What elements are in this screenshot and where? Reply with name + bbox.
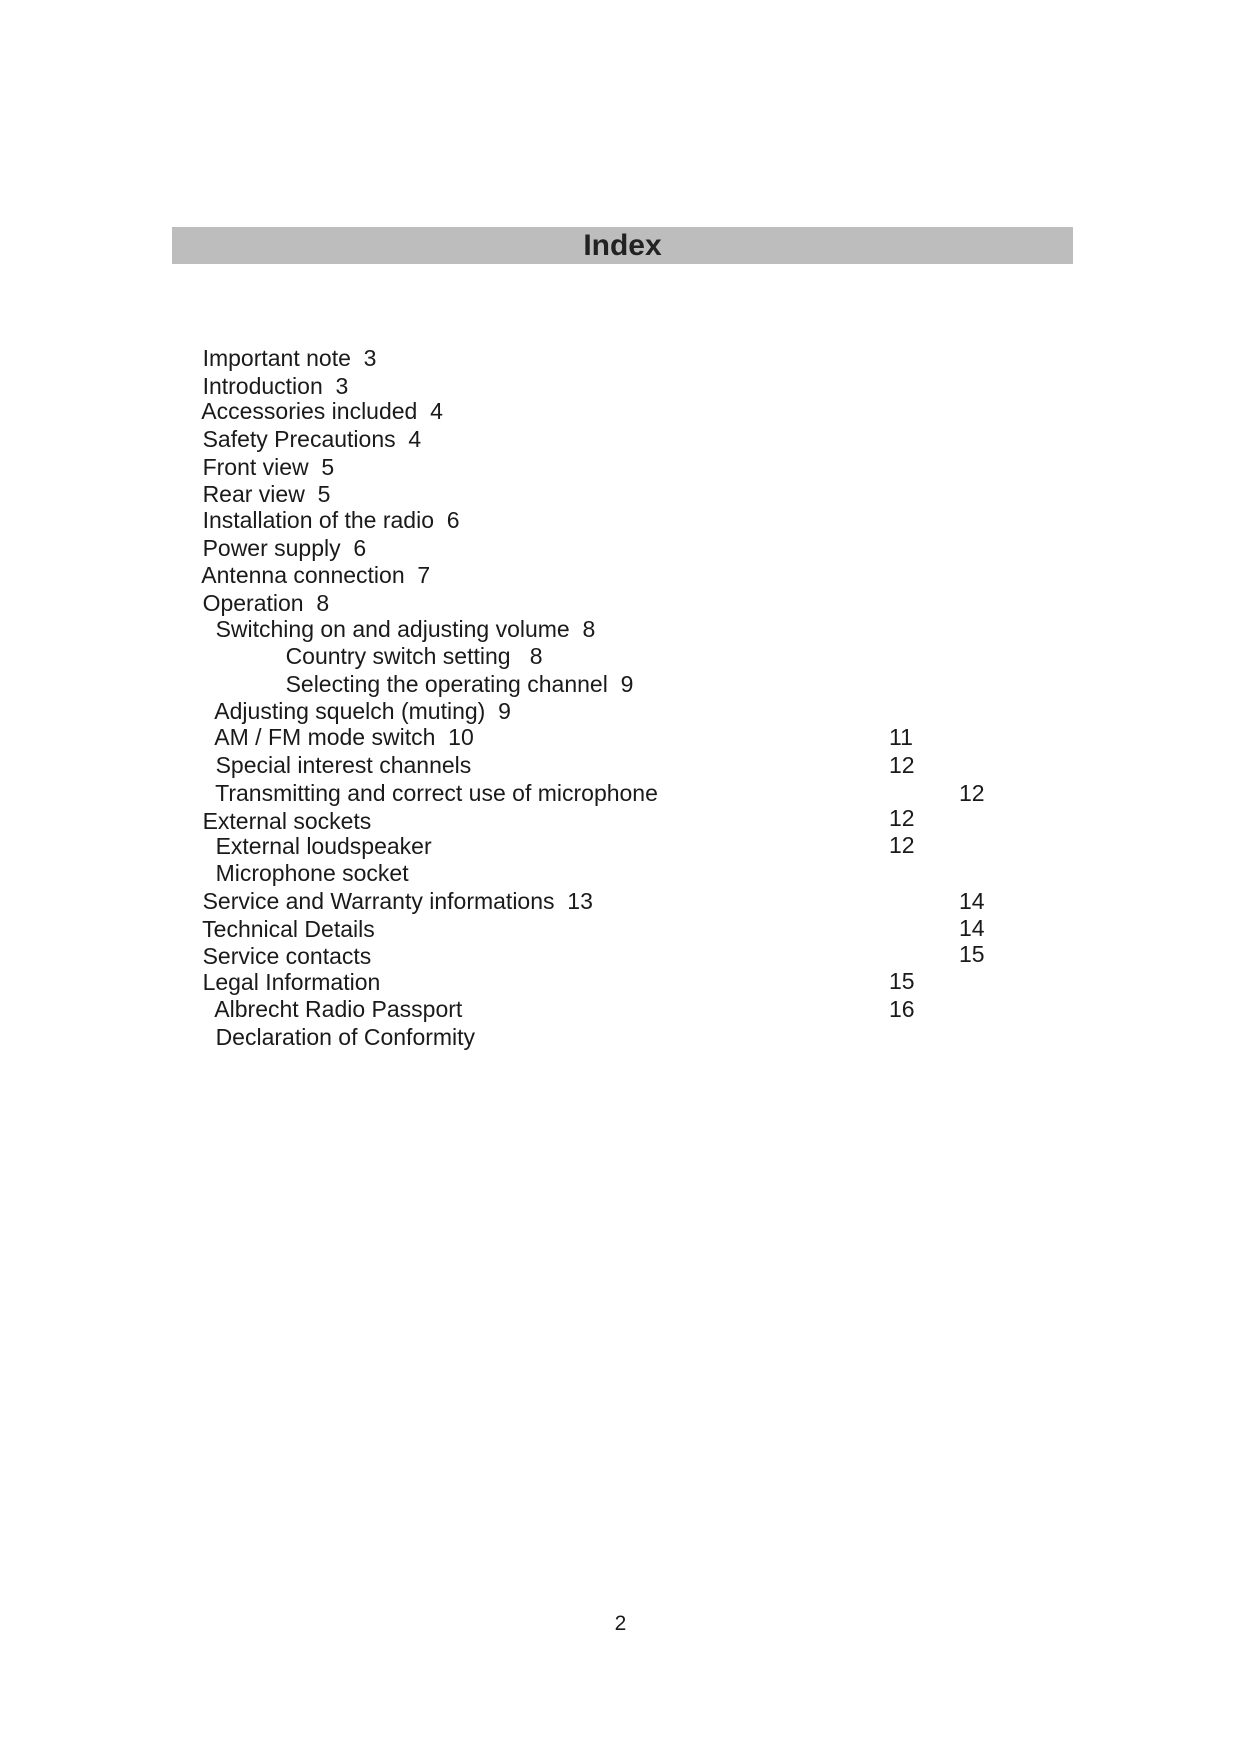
toc-entry-page: 14 — [959, 915, 985, 941]
toc-entry-text: AM / FM mode switch 10 — [214, 724, 474, 750]
toc-entry[interactable] — [177, 452, 331, 507]
toc-entry-page: 16 — [889, 996, 915, 1022]
toc-entry-text: Safety Precautions 4 — [202, 426, 422, 452]
toc-entry-page: 12 — [889, 832, 915, 858]
toc-entry[interactable] — [177, 344, 349, 399]
toc-entry-text: Service and Warranty informations 13 — [202, 888, 593, 914]
toc-entry-text: Legal Information — [202, 969, 381, 995]
toc-entry-text: Microphone socket — [215, 860, 409, 886]
toc-entry[interactable] — [177, 779, 997, 834]
toc-entry[interactable] — [190, 669, 511, 724]
toc-entry-text: Special interest channels — [215, 752, 472, 778]
toc-entry[interactable] — [177, 859, 593, 914]
toc-entry-text: Introduction 3 — [202, 373, 349, 399]
toc-entry[interactable] — [177, 940, 997, 995]
toc-entry-page: 12 — [889, 752, 915, 778]
toc-entry-text: Installation of the radio 6 — [202, 507, 460, 533]
toc-entry-text: Albrecht Radio Passport — [214, 996, 463, 1022]
page-number: 2 — [614, 1612, 627, 1635]
toc-entry-text: Adjusting squelch (muting) 9 — [214, 698, 511, 724]
toc-entry[interactable] — [177, 425, 335, 480]
toc-entry-text: Accessories included 4 — [201, 398, 443, 424]
toc-entry-text: Switching on and adjusting volume 8 — [215, 616, 596, 642]
toc-entry[interactable] — [190, 751, 930, 806]
toc-entry[interactable] — [190, 587, 596, 642]
toc-entry[interactable] — [177, 561, 330, 616]
toc-entry[interactable] — [260, 642, 634, 697]
toc-entry-text: Power supply 6 — [202, 535, 367, 561]
toc-entry-text: Country switch setting 8 — [285, 643, 543, 669]
toc-entry-text: External loudspeaker — [215, 833, 432, 859]
toc-entry[interactable] — [190, 831, 930, 886]
toc-entry[interactable] — [177, 397, 422, 452]
toc-entry[interactable] — [190, 804, 930, 859]
toc-entry-page: 12 — [889, 805, 915, 831]
toc-entry-text: Declaration of Conformity — [215, 1024, 476, 1050]
toc-entry-text: Rear view 5 — [202, 481, 331, 507]
toc-entry-text: Important note 3 — [202, 345, 377, 371]
toc-entry[interactable] — [190, 995, 930, 1050]
toc-entry[interactable] — [177, 533, 431, 588]
toc-entry-text: Transmitting and correct use of microphone — [215, 780, 658, 806]
toc-entry-page: 15 — [959, 941, 985, 967]
toc-entry[interactable] — [190, 695, 474, 750]
toc-entry-text: Operation 8 — [202, 590, 330, 616]
toc-entry-page: 12 — [959, 780, 985, 806]
toc-entry-page: 14 — [959, 888, 985, 914]
toc-entry[interactable] — [177, 369, 443, 424]
index-title: Index — [583, 228, 662, 262]
toc-entry-page: 15 — [889, 968, 915, 994]
toc-entry[interactable] — [177, 887, 997, 942]
toc-entry-page: 11 — [889, 724, 913, 750]
toc-entry[interactable] — [260, 614, 543, 669]
toc-entry-text: Technical Details — [202, 916, 375, 942]
toc-entry[interactable] — [177, 316, 377, 371]
toc-entry-text: Antenna connection 7 — [201, 562, 431, 588]
toc-entry-text: External sockets — [202, 808, 372, 834]
toc-entry[interactable] — [177, 506, 367, 561]
toc-entry-text: Front view 5 — [202, 454, 335, 480]
toc-entry-text: Service contacts — [202, 943, 372, 969]
toc-entry-text: Selecting the operating channel 9 — [285, 671, 634, 697]
toc-entry[interactable] — [177, 478, 460, 533]
